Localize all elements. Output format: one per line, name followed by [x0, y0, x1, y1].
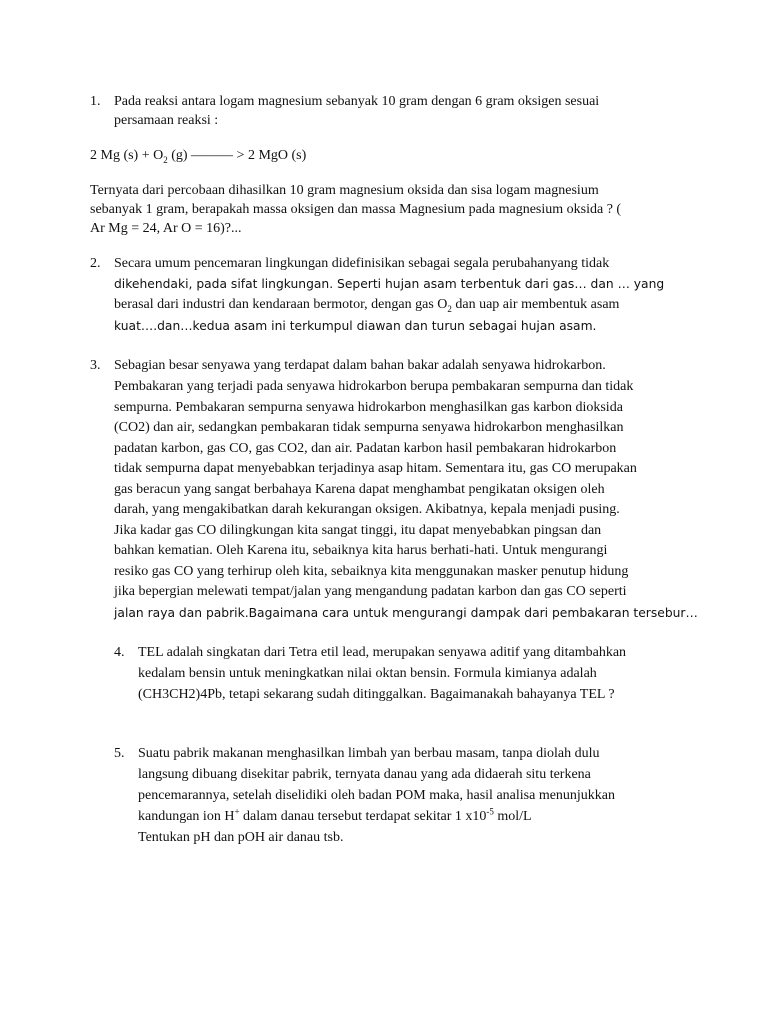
- question-number: 4.: [114, 645, 125, 660]
- question-text-line: Ar Mg = 24, Ar O = 16)?...: [90, 221, 242, 236]
- question-text-line: sempurna. Pembakaran sempurna senyawa hidrokarbon menghasilkan gas karbon dioksida: [114, 400, 623, 415]
- question-text-line: kuat….dan…kedua asam ini terkumpul diawan dan turun sebagai hujan asam.: [114, 319, 597, 333]
- question-text-line: bahkan kematian. Oleh Karena itu, sebaiknya kita harus berhati-hati. Untuk mengurangi: [114, 543, 608, 558]
- reaction-equation: 2 Mg $(s) + O_2$ (g) ——— > 2 MgO (s): [90, 148, 307, 165]
- question-text-line: Jika kadar gas CO dilingkungan kita sangat tinggi, itu dapat menyebabkan pingsan dan: [114, 523, 602, 538]
- question-text-line: padatan karbon, gas CO, gas CO2, dan air. Padatan karbon hasil pembakaran hidrokarbon: [114, 441, 617, 456]
- question-text-line: jika bepergian melewati tempat/jalan yang mengandung padatan karbon dan gas CO seperti: [114, 584, 627, 599]
- question-text-line: Sebagian besar senyawa yang terdapat dalam bahan bakar adalah senyawa hidrokarbon.: [114, 358, 606, 373]
- question-text-line: sebanyak 1 gram, berapakah massa oksigen dan massa Magnesium pada magnesium oksida ? (: [90, 202, 622, 217]
- question-number: 1.: [90, 94, 101, 109]
- question-text-line: langsung dibuang disekitar pabrik, ternyata danau yang ada didaerah situ terkena: [138, 767, 591, 782]
- question-text-line: Tentukan pH dan pOH air danau tsb.: [138, 830, 344, 845]
- question-text-line: persamaan reaksi :: [114, 113, 219, 128]
- question-number: 5.: [114, 746, 125, 761]
- question-text-line: (CO2) dan air, sedangkan pembakaran tidak sempurna senyawa hidrokarbon menghasilkan: [114, 420, 624, 435]
- question-text-line: Suatu pabrik makanan menghasilkan limbah yan berbau masam, tanpa diolah dulu: [138, 746, 600, 761]
- question-number: 2.: [90, 256, 101, 271]
- question-text-line: kandungan ion H+ dalam danau tersebut terdapat sekitar 1 $x10^{-5}$ mol/L: [138, 806, 532, 824]
- question-text-line: Pada reaksi antara logam magnesium sebanyak 10 gram dengan 6 gram oksigen sesuai: [114, 94, 600, 109]
- question-text-line: dikehendaki, pada sifat lingkungan. Seperti hujan asam terbentuk dari gas… dan … yang: [114, 277, 665, 291]
- question-text-line: Secara umum pencemaran lingkungan didefinisikan sebagai segala perubahanyang tidak: [114, 256, 610, 271]
- question-text-line: (CH3CH2)4Pb, tetapi sekarang sudah ditinggalkan. Bagaimanakah bahayanya TEL ?: [138, 687, 615, 702]
- question-text-line: kedalam bensin untuk meningkatkan nilai oktan bensin. Formula kimianya adalah: [138, 666, 597, 681]
- question-text-line: berasal dari industri dan kendaraan bermotor, dengan gas $O_2$ dan uap air membentuk asam: [114, 297, 620, 314]
- question-text-line: Ternyata dari percobaan dihasilkan 10 gram magnesium oksida dan sisa logam magnesium: [90, 183, 599, 198]
- question-text-line: TEL adalah singkatan dari Tetra etil lead, merupakan senyawa aditif yang ditambahkan: [138, 645, 627, 660]
- question-text-line: resiko gas CO yang terhirup oleh kita, sebaiknya kita menggunakan masker penutup hidung: [114, 564, 629, 579]
- question-text-line: jalan raya dan pabrik.Bagaimana cara untuk mengurangi dampak dari pembakaran tersebur…: [114, 606, 698, 620]
- question-text-line: pencemarannya, setelah diselidiki oleh badan POM maka, hasil analisa menunjukkan: [138, 788, 616, 803]
- question-text-line: Pembakaran yang terjadi pada senyawa hidrokarbon berupa pembakaran sempurna dan tidak: [114, 379, 634, 394]
- question-text-line: tidak sempurna dapat menyebabkan terjadinya asap hitam. Sementara itu, gas CO merupakan: [114, 461, 637, 476]
- question-text-line: gas beracun yang sangat berbahaya Karena dapat menghambat pengikatan oksigen oleh: [114, 482, 605, 497]
- question-number: 3.: [90, 358, 101, 373]
- question-text-line: darah, yang mengakibatkan darah kekurangan oksigen. Akibatnya, kepala menjadi pusing.: [114, 502, 620, 517]
